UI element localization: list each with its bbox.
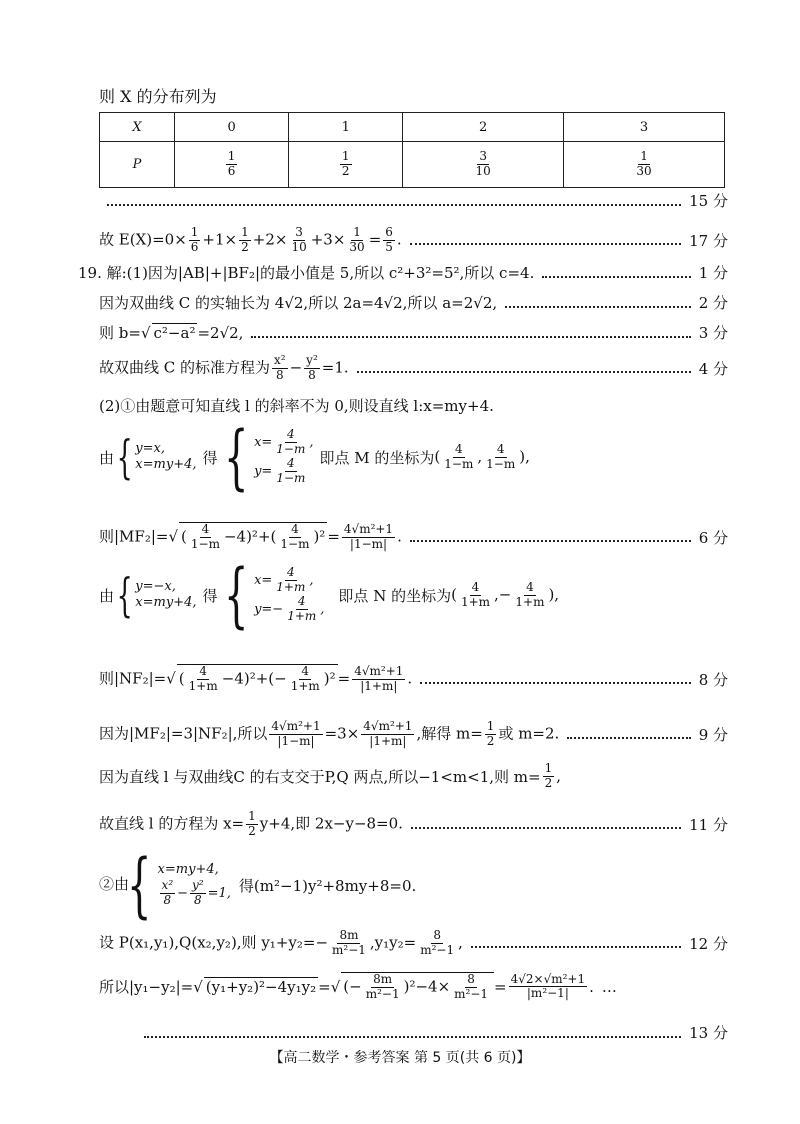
line-text: 因为|MF₂|=3|NF₂|,所以 $\frac{\text{4√m²+1}}{|1-m|}$ =3× $\frac{\text{4√m²+1}}{|1+m|}$ ,解得 m= $\frac{1}{2}$ 或 m=2. bbox=[99, 718, 560, 748]
dotted-leader bbox=[567, 737, 690, 739]
nf2-line bbox=[99, 656, 728, 702]
line-text: 设 P(x₁,y₁),Q(x₂,y₂),则 y₁+y₂=− $\frac{8m}{\text{m²−1}}$ ,y₁y₂= $\frac{8}{\text{m²−1}}$ , bbox=[99, 927, 463, 957]
table-header-x: X bbox=[100, 113, 175, 142]
dotted-leader bbox=[411, 827, 681, 829]
circled-two-label: ②由 bbox=[99, 875, 130, 893]
line-text: 则 b=√ c²−a² =2√2, bbox=[99, 324, 244, 342]
q19-line-3 bbox=[99, 322, 728, 343]
score-label: 4 分 bbox=[698, 359, 728, 378]
score-line-13 bbox=[136, 1022, 728, 1043]
line-text: 故双曲线 C 的标准方程为 $\frac{\text{x²}}{8}$ − $\frac{\text{y²}}{8}$ =1. bbox=[99, 352, 349, 382]
dotted-leader bbox=[471, 946, 681, 948]
dotted-leader bbox=[251, 336, 690, 338]
score-label: 9 分 bbox=[698, 725, 728, 744]
mf2-line bbox=[99, 514, 728, 560]
dotted-leader bbox=[144, 1036, 681, 1038]
table-cell: $\frac{3}{10}$ bbox=[403, 142, 564, 188]
score-label: 8 分 bbox=[698, 670, 728, 689]
table-cell: $\frac{1}{6}$ bbox=[175, 142, 289, 188]
score-line-15 bbox=[99, 190, 728, 211]
score-label: 15 分 bbox=[689, 192, 728, 210]
difference-line: 所以|y₁−y₂|= √ (y₁+y₂)²−4y₁y₂ = √ (− $\frac{8m}{\text{m²−1}}$ )²−4× $\frac{8}{\text{m²−1}}$ = $\frac{\text{4√2×√m²+1}}{\text{|m²−1|}}$ . … bbox=[99, 971, 617, 1001]
expectation-formula: 故 E(X)=0× $\frac{1}{6}$ +1× $\frac{1}{2}$ +2× $\frac{3}{10}$ +3× $\frac{1}{30}$ = $\frac{6}{5}$ . bbox=[99, 224, 402, 254]
q19-line-4 bbox=[99, 348, 728, 388]
table-header: 2 bbox=[403, 113, 564, 142]
line-equation bbox=[99, 804, 728, 844]
vieta-line bbox=[99, 922, 728, 964]
q19-text: 19. 解:(1)因为|AB|+|BF₂|的最小值是 5,所以 c²+3²=5²,所以 c=4. bbox=[78, 264, 535, 282]
q19-line-1 bbox=[78, 262, 728, 283]
score-label: 12 分 bbox=[689, 934, 728, 953]
line-text: 则|MF₂|=√ ( $\frac{4}{1-m}$ −4)²+( $\frac{4}{1-m}$ )² = $\frac{\text{4√m²+1}}{|1-m|}$ . bbox=[99, 522, 402, 551]
dotted-leader bbox=[542, 276, 690, 278]
q19-line-2 bbox=[99, 292, 728, 313]
table-header: 3 bbox=[564, 113, 725, 142]
dotted-leader bbox=[357, 371, 691, 373]
score-label: 1 分 bbox=[698, 264, 728, 282]
dotted-leader bbox=[107, 204, 681, 206]
score-label: 2 分 bbox=[698, 294, 728, 312]
table-row-label: P bbox=[100, 142, 175, 188]
score-label: 11 分 bbox=[689, 815, 728, 834]
ratio-line bbox=[99, 712, 728, 756]
intersection-line: 因为直线 l 与双曲线C 的右支交于P,Q 两点,所以−1<m<1,则 m= $\frac{1}{2}$ , bbox=[99, 761, 562, 790]
line-text: 故直线 l 的方程为 x= $\frac{1}{2}$ y+4,即 2x−y−8=0. bbox=[99, 808, 403, 838]
intro-text: 则 X 的分布列为 bbox=[99, 87, 217, 106]
expectation-line bbox=[99, 220, 728, 260]
part2-text: (2)①由题意可知直线 l 的斜率不为 0,则设直线 l:x=my+4. bbox=[99, 397, 494, 415]
dotted-leader bbox=[410, 540, 691, 542]
m-system-line: 由 { y=x, x=my+4, 得 { x= $\frac{4}{1-m}$ , y= $\frac{4}{1-m}$ 即点 M 的坐标为 ( $\frac{4}{1-m}$ , $\frac{4}{1-m}$ ), bbox=[99, 416, 530, 498]
line-text: 则|NF₂|=√ ( $\frac{4}{1+m}$ −4)²+(− $\frac{4}{1+m}$ )² = $\frac{\text{4√m²+1}}{|1+m|}$ . bbox=[99, 664, 413, 693]
table-row bbox=[100, 113, 725, 142]
n-system-line: 由 { y=−x, x=my+4, 得 { x= $\frac{4}{1+m}$ , y=− $\frac{4}{1+m}$ , 即点 N 的坐标为 ( $\frac{4}{1+m}$ ,− $\frac{4}{1+m}$ ), bbox=[99, 554, 560, 636]
dotted-leader bbox=[420, 682, 691, 684]
score-label: 17 分 bbox=[689, 231, 728, 250]
table-cell: $\frac{1}{30}$ bbox=[564, 142, 725, 188]
table-cell: $\frac{1}{2}$ bbox=[289, 142, 403, 188]
line-text: 因为双曲线 C 的实轴长为 4√2,所以 2a=4√2,所以 a=2√2, bbox=[99, 294, 498, 312]
dotted-leader bbox=[505, 306, 691, 308]
score-label: 6 分 bbox=[698, 528, 728, 547]
system-2-line: { x=my+4, $\frac{\text{x²}}{8}$ − $\frac{\text{y²}}{8}$ =1, 得(m²−1)y²+8my+8=0. bbox=[127, 844, 417, 926]
score-label: 13 分 bbox=[689, 1024, 728, 1042]
table-row bbox=[100, 142, 725, 188]
dotted-leader bbox=[410, 243, 681, 245]
page-footer: 【高二数学・参考答案 第 5 页(共 6 页)】 bbox=[269, 1050, 531, 1066]
distribution-table bbox=[99, 112, 725, 188]
table-header: 1 bbox=[289, 113, 403, 142]
score-label: 3 分 bbox=[698, 324, 728, 342]
table-header: 0 bbox=[175, 113, 289, 142]
